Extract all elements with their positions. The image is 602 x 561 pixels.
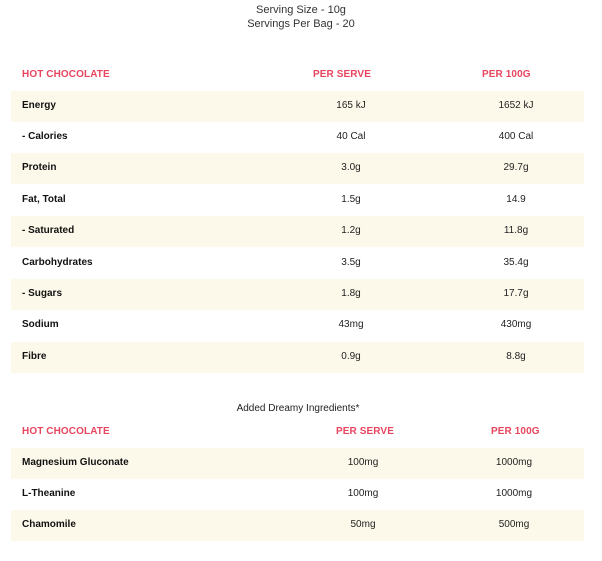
table1-header-product: HOT CHOCOLATE bbox=[22, 69, 110, 80]
table2-header-per-100g: PER 100G bbox=[491, 426, 540, 437]
per-serve-value: 1.2g bbox=[341, 225, 361, 236]
per-100g-value: 8.8g bbox=[506, 351, 526, 362]
table-row-magnesium-gluconate bbox=[11, 448, 584, 479]
row-label: Sodium bbox=[22, 319, 59, 330]
per-serve-value: 50mg bbox=[350, 519, 376, 530]
table1-header-per-serve: PER SERVE bbox=[313, 69, 371, 80]
row-label: Fibre bbox=[22, 351, 47, 362]
per-serve-value: 0.9g bbox=[341, 351, 361, 362]
per-serve-value: 165 kJ bbox=[336, 100, 366, 111]
table2-header-per-serve: PER SERVE bbox=[336, 426, 394, 437]
added-ingredients-title: Added Dreamy Ingredients* bbox=[236, 403, 360, 414]
per-100g-value: 11.8g bbox=[503, 225, 529, 236]
per-100g-value: 1652 kJ bbox=[498, 100, 534, 111]
per-serve-value: 100mg bbox=[347, 457, 379, 468]
table-row-l-theanine bbox=[11, 479, 584, 510]
per-serve-value: 1.8g bbox=[341, 288, 361, 299]
table-row-energy bbox=[11, 91, 584, 122]
table-row-fibre bbox=[11, 342, 584, 373]
table1-header-per-100g: PER 100G bbox=[482, 69, 531, 80]
per-serve-value: 3.0g bbox=[341, 162, 361, 173]
per-serve-value: 100mg bbox=[347, 488, 379, 499]
table-row-carbohydrates bbox=[11, 248, 584, 279]
row-label: - Saturated bbox=[22, 225, 75, 236]
per-serve-value: 40 Cal bbox=[336, 131, 366, 142]
table2-header-product: HOT CHOCOLATE bbox=[22, 426, 110, 437]
row-label: L-Theanine bbox=[22, 488, 76, 499]
per-100g-value: 430mg bbox=[500, 319, 532, 330]
per-100g-value: 1000mg bbox=[495, 457, 533, 468]
row-label: Chamomile bbox=[22, 519, 76, 530]
serving-size-text: Serving Size - 10g bbox=[256, 4, 346, 16]
per-100g-value: 1000mg bbox=[495, 488, 533, 499]
per-100g-value: 35.4g bbox=[503, 257, 529, 268]
per-serve-value: 43mg bbox=[338, 319, 364, 330]
row-label: Magnesium Gluconate bbox=[22, 457, 129, 468]
per-100g-value: 500mg bbox=[498, 519, 530, 530]
per-serve-value: 1.5g bbox=[341, 194, 361, 205]
per-100g-value: 29.7g bbox=[503, 162, 529, 173]
per-serve-value: 3.5g bbox=[341, 257, 361, 268]
row-label: Carbohydrates bbox=[22, 257, 93, 268]
row-label: - Calories bbox=[22, 131, 68, 142]
row-label: Energy bbox=[22, 100, 56, 111]
row-label: - Sugars bbox=[22, 288, 63, 299]
row-label: Fat, Total bbox=[22, 194, 66, 205]
table-row-fat-total bbox=[11, 185, 584, 216]
per-100g-value: 14.9 bbox=[506, 194, 526, 205]
table-row-protein bbox=[11, 153, 584, 184]
table-row-calories bbox=[11, 122, 584, 153]
table-row-chamomile bbox=[11, 510, 584, 541]
table-row-sugars bbox=[11, 279, 584, 310]
per-100g-value: 17.7g bbox=[503, 288, 529, 299]
table-row-sodium bbox=[11, 310, 584, 341]
row-label: Protein bbox=[22, 162, 57, 173]
servings-per-bag-text: Servings Per Bag - 20 bbox=[247, 18, 355, 30]
table-row-saturated bbox=[11, 216, 584, 247]
per-100g-value: 400 Cal bbox=[498, 131, 534, 142]
